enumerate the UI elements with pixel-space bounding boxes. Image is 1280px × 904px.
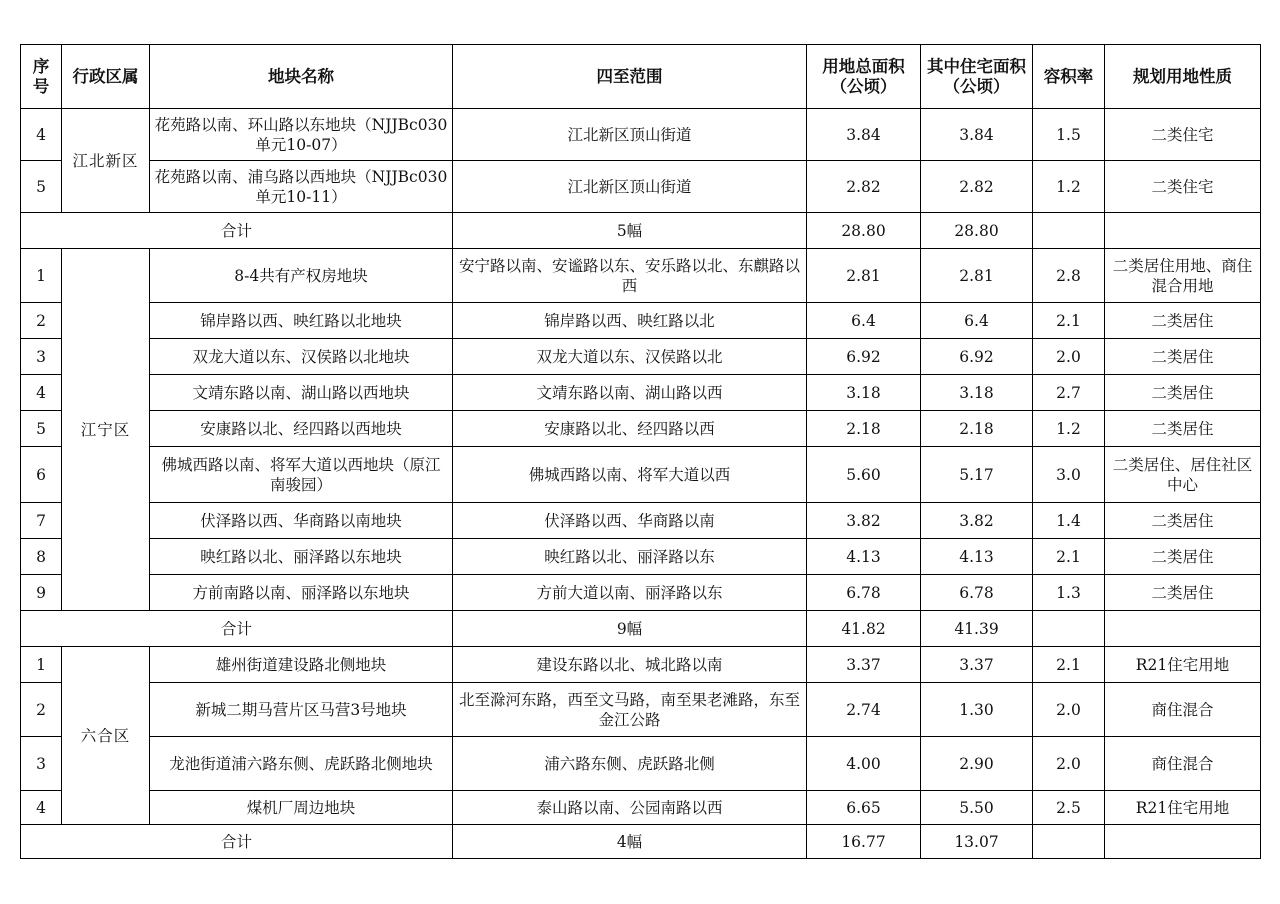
- residential-area: 6.78: [921, 575, 1033, 611]
- residential-area: 2.82: [921, 161, 1033, 213]
- empty-cell: [1033, 213, 1105, 249]
- land-use: 二类居住用地、商住混合用地: [1105, 249, 1261, 303]
- header-total-area: 用地总面积（公顷）: [807, 45, 921, 109]
- boundaries: 浦六路东侧、虎跃路北侧: [453, 737, 807, 791]
- plot-name: 伏泽路以西、华商路以南地块: [150, 503, 453, 539]
- residential-area: 3.18: [921, 375, 1033, 411]
- subtotal-count: 4幅: [453, 825, 807, 859]
- total-area: 3.82: [807, 503, 921, 539]
- table-row: [21, 249, 1261, 303]
- boundaries: 泰山路以南、公园南路以西: [453, 791, 807, 825]
- boundaries: 伏泽路以西、华商路以南: [453, 503, 807, 539]
- subtotal-residential-area: 41.39: [921, 611, 1033, 647]
- empty-cell: [1105, 213, 1261, 249]
- floor-area-ratio: 2.5: [1033, 791, 1105, 825]
- land-use: 二类居住: [1105, 375, 1261, 411]
- subtotal-row: [21, 825, 1261, 859]
- floor-area-ratio: 1.2: [1033, 161, 1105, 213]
- plot-name: 煤机厂周边地块: [150, 791, 453, 825]
- subtotal-total-area: 41.82: [807, 611, 921, 647]
- table-row: [21, 447, 1261, 503]
- floor-area-ratio: 1.2: [1033, 411, 1105, 447]
- total-area: 2.82: [807, 161, 921, 213]
- plot-name: 映红路以北、丽泽路以东地块: [150, 539, 453, 575]
- total-area: 3.18: [807, 375, 921, 411]
- table-row: [21, 647, 1261, 683]
- table-row: [21, 303, 1261, 339]
- boundaries: 北至滁河东路，西至文马路，南至果老滩路，东至金江公路: [453, 683, 807, 737]
- subtotal-row: [21, 611, 1261, 647]
- boundaries: 佛城西路以南、将军大道以西: [453, 447, 807, 503]
- district-cell: 江北新区: [62, 109, 150, 213]
- row-index: 1: [21, 647, 62, 683]
- total-area: 4.00: [807, 737, 921, 791]
- table-row: [21, 411, 1261, 447]
- plot-name: 佛城西路以南、将军大道以西地块（原江南骏园）: [150, 447, 453, 503]
- floor-area-ratio: 2.1: [1033, 303, 1105, 339]
- header-plot-name: 地块名称: [150, 45, 453, 109]
- floor-area-ratio: 3.0: [1033, 447, 1105, 503]
- empty-cell: [1033, 825, 1105, 859]
- land-use: 二类居住: [1105, 339, 1261, 375]
- row-index: 5: [21, 161, 62, 213]
- district-cell: 六合区: [62, 647, 150, 825]
- residential-area: 5.17: [921, 447, 1033, 503]
- header-district: 行政区属: [62, 45, 150, 109]
- row-index: 3: [21, 737, 62, 791]
- row-index: 2: [21, 303, 62, 339]
- floor-area-ratio: 1.5: [1033, 109, 1105, 161]
- floor-area-ratio: 2.0: [1033, 737, 1105, 791]
- land-use: 二类居住: [1105, 575, 1261, 611]
- boundaries: 江北新区顶山街道: [453, 161, 807, 213]
- land-plot-table: [20, 44, 1261, 859]
- table-row: [21, 791, 1261, 825]
- residential-area: 1.30: [921, 683, 1033, 737]
- residential-area: 5.50: [921, 791, 1033, 825]
- table-row: [21, 339, 1261, 375]
- total-area: 2.81: [807, 249, 921, 303]
- total-area: 4.13: [807, 539, 921, 575]
- land-use: 二类居住: [1105, 303, 1261, 339]
- plot-name: 新城二期马营片区马营3号地块: [150, 683, 453, 737]
- subtotal-residential-area: 28.80: [921, 213, 1033, 249]
- residential-area: 4.13: [921, 539, 1033, 575]
- boundaries: 安康路以北、经四路以西: [453, 411, 807, 447]
- table-row: [21, 503, 1261, 539]
- header-residential-area: 其中住宅面积（公顷）: [921, 45, 1033, 109]
- empty-cell: [1033, 611, 1105, 647]
- empty-cell: [1105, 611, 1261, 647]
- plot-name: 龙池街道浦六路东侧、虎跃路北侧地块: [150, 737, 453, 791]
- total-area: 2.18: [807, 411, 921, 447]
- subtotal-residential-area: 13.07: [921, 825, 1033, 859]
- subtotal-total-area: 16.77: [807, 825, 921, 859]
- header-far: 容积率: [1033, 45, 1105, 109]
- table-row: [21, 539, 1261, 575]
- boundaries: 建设东路以北、城北路以南: [453, 647, 807, 683]
- land-use: 二类居住: [1105, 411, 1261, 447]
- boundaries: 映红路以北、丽泽路以东: [453, 539, 807, 575]
- floor-area-ratio: 2.8: [1033, 249, 1105, 303]
- land-use: 二类居住、居住社区中心: [1105, 447, 1261, 503]
- residential-area: 6.92: [921, 339, 1033, 375]
- floor-area-ratio: 2.7: [1033, 375, 1105, 411]
- plot-name: 文靖东路以南、湖山路以西地块: [150, 375, 453, 411]
- land-use: 商住混合: [1105, 683, 1261, 737]
- plot-name: 双龙大道以东、汉侯路以北地块: [150, 339, 453, 375]
- plot-name: 8-4共有产权房地块: [150, 249, 453, 303]
- boundaries: 锦岸路以西、映红路以北: [453, 303, 807, 339]
- land-use: 二类居住: [1105, 539, 1261, 575]
- table-row: [21, 737, 1261, 791]
- residential-area: 3.82: [921, 503, 1033, 539]
- residential-area: 6.4: [921, 303, 1033, 339]
- row-index: 2: [21, 683, 62, 737]
- boundaries: 双龙大道以东、汉侯路以北: [453, 339, 807, 375]
- header-index: 序号: [21, 45, 62, 109]
- row-index: 4: [21, 109, 62, 161]
- plot-name: 雄州街道建设路北侧地块: [150, 647, 453, 683]
- total-area: 6.92: [807, 339, 921, 375]
- total-area: 3.84: [807, 109, 921, 161]
- table-row: [21, 683, 1261, 737]
- residential-area: 3.84: [921, 109, 1033, 161]
- subtotal-label: 合计: [21, 825, 453, 859]
- header-land-use: 规划用地性质: [1105, 45, 1261, 109]
- table-row: [21, 575, 1261, 611]
- header-boundaries: 四至范围: [453, 45, 807, 109]
- row-index: 4: [21, 791, 62, 825]
- residential-area: 2.90: [921, 737, 1033, 791]
- plot-name: 锦岸路以西、映红路以北地块: [150, 303, 453, 339]
- plot-name: 方前南路以南、丽泽路以东地块: [150, 575, 453, 611]
- table-row: [21, 109, 1261, 161]
- boundaries: 江北新区顶山街道: [453, 109, 807, 161]
- land-use: 二类住宅: [1105, 161, 1261, 213]
- row-index: 4: [21, 375, 62, 411]
- floor-area-ratio: 2.1: [1033, 647, 1105, 683]
- header-row: [21, 45, 1261, 109]
- land-use: R21住宅用地: [1105, 791, 1261, 825]
- total-area: 3.37: [807, 647, 921, 683]
- row-index: 7: [21, 503, 62, 539]
- floor-area-ratio: 1.3: [1033, 575, 1105, 611]
- boundaries: 安宁路以南、安谧路以东、安乐路以北、东麒路以西: [453, 249, 807, 303]
- subtotal-count: 9幅: [453, 611, 807, 647]
- residential-area: 3.37: [921, 647, 1033, 683]
- subtotal-label: 合计: [21, 611, 453, 647]
- total-area: 6.65: [807, 791, 921, 825]
- table-row: [21, 375, 1261, 411]
- land-use: 二类居住: [1105, 503, 1261, 539]
- row-index: 1: [21, 249, 62, 303]
- plot-name: 花苑路以南、环山路以东地块（NJJBc030单元10-07）: [150, 109, 453, 161]
- residential-area: 2.18: [921, 411, 1033, 447]
- plot-name: 花苑路以南、浦乌路以西地块（NJJBc030单元10-11）: [150, 161, 453, 213]
- row-index: 5: [21, 411, 62, 447]
- total-area: 5.60: [807, 447, 921, 503]
- plot-name: 安康路以北、经四路以西地块: [150, 411, 453, 447]
- row-index: 9: [21, 575, 62, 611]
- floor-area-ratio: 2.1: [1033, 539, 1105, 575]
- floor-area-ratio: 1.4: [1033, 503, 1105, 539]
- total-area: 6.4: [807, 303, 921, 339]
- boundaries: 方前大道以南、丽泽路以东: [453, 575, 807, 611]
- subtotal-count: 5幅: [453, 213, 807, 249]
- table-row: [21, 161, 1261, 213]
- district-cell: 江宁区: [62, 249, 150, 611]
- land-use: 商住混合: [1105, 737, 1261, 791]
- row-index: 3: [21, 339, 62, 375]
- land-use: R21住宅用地: [1105, 647, 1261, 683]
- subtotal-total-area: 28.80: [807, 213, 921, 249]
- total-area: 2.74: [807, 683, 921, 737]
- subtotal-row: [21, 213, 1261, 249]
- boundaries: 文靖东路以南、湖山路以西: [453, 375, 807, 411]
- residential-area: 2.81: [921, 249, 1033, 303]
- total-area: 6.78: [807, 575, 921, 611]
- floor-area-ratio: 2.0: [1033, 683, 1105, 737]
- floor-area-ratio: 2.0: [1033, 339, 1105, 375]
- subtotal-label: 合计: [21, 213, 453, 249]
- row-index: 8: [21, 539, 62, 575]
- row-index: 6: [21, 447, 62, 503]
- empty-cell: [1105, 825, 1261, 859]
- land-use: 二类住宅: [1105, 109, 1261, 161]
